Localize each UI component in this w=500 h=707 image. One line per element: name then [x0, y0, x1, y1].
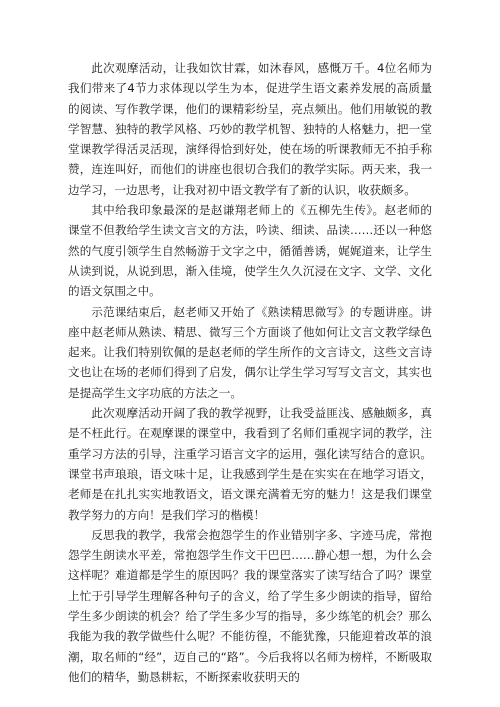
paragraph-4: 此次观摩活动开阔了我的教学视野，让我受益匪浅、感触颇多，真是不枉此行。在观摩课的课堂中，我看到了名师们重视字词的教学，注重学习方法的引导，注重学习语言文字的运用，强化读写结合的意识。课堂书声琅琅，语文味十足，让我感到学生是在实实在在地学习语文，老师是在扎扎实实地教语文，语文课充满着无穷的魅力！这是我们课堂教学努力的方向！是我们学习的楷模！	[68, 406, 432, 522]
paragraph-2: 其中给我印象最深的是赵谦翔老师上的《五柳先生传》。赵老师的课堂不但教给学生读文言文的方法，吟读、细读、品读……还以一种悠然的气度引领学生自然畅游于文字之中，循循善诱，娓娓道来，让学生从读到说，从说到思，渐入佳境，使学生久久沉浸在文字、文学、文化的语文氛围之中。	[68, 203, 432, 299]
paragraph-3: 示范课结束后，赵老师又开始了《熟读精思微写》的专题讲座。讲座中赵老师从熟读、精思、微写三个方面谈了他如何让文言文教学绿色起来。让我们特别钦佩的是赵老师的学生所作的文言诗文，这些文言诗文也让在场的老师们得到了启发，偶尔让学生学习写写文言文，其实也是提高学生文字功底的方法之一。	[68, 304, 432, 400]
document-body	[68, 58, 432, 687]
paragraph-5: 反思我的教学，我常会抱怨学生的作业错别字多、字迹马虎，常抱怨学生朗读水平差，常抱怨学生作文干巴巴……静心想一想，为什么会这样呢？难道都是学生的原因吗？我的课堂落实了读写结合了吗？课堂上忙于引导学生理解各种句子的含义，给了学生多少朗读的指导，留给学生多少朗读的机会？给了学生多少写的指导，多少练笔的机会？那么我能为我的教学做些什么呢？不能彷徨，不能犹豫，只能迎着改革的浪潮，取名师的“经”，迈自己的“路”。今后我将以名师为榜样，不断吸取他们的精华，勤恳耕耘，不断探索收获明天的	[68, 527, 432, 684]
paragraph-1: 此次观摩活动，让我如饮甘霖，如沐春风，感慨万千。4位名师为我们带来了4节力求体现以学生为本，促进学生语文素养发展的高质量的阅读、写作教学课，他们的课精彩纷呈，亮点频出。他们用敏锐的教学智慧、独特的教学风格、巧妙的教学机智、独特的人格魅力，把一堂堂课教学得活灵活现，演绎得恰到好处，使在场的听课教师无不拍手称赞，连连叫好，而他们的讲座也很切合我们的教学实际。两天来，我一边学习，一边思考，让我对初中语文教学有了新的认识，收获颇多。	[68, 61, 432, 197]
